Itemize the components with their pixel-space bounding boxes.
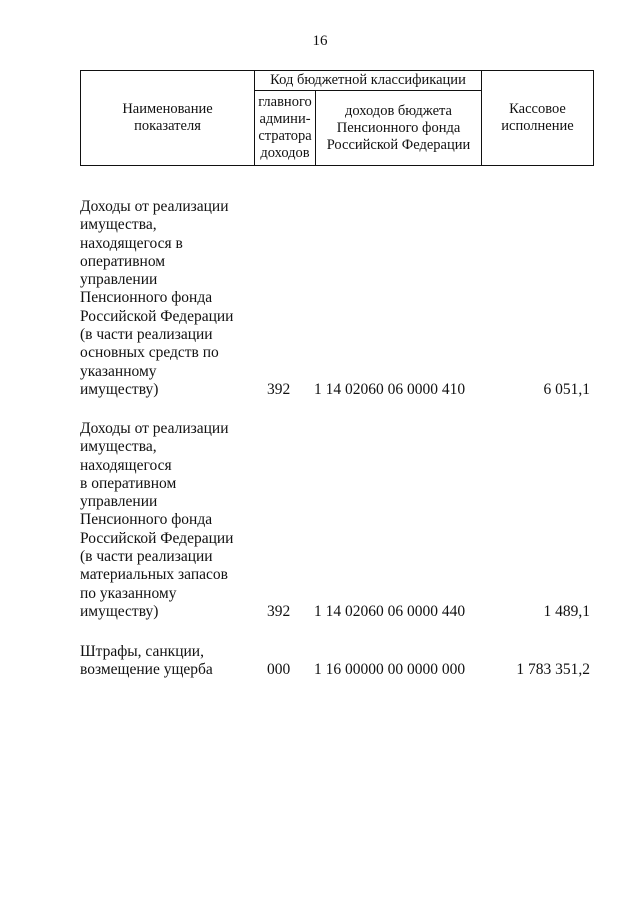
- row-income-code: 1 14 02060 06 0000 410: [314, 381, 466, 398]
- row-name-line: указанному: [80, 362, 157, 380]
- header-name-line: показателя: [134, 118, 201, 134]
- row-name-line: Пенсионного фонда: [80, 511, 213, 529]
- header-admin-column: [255, 91, 316, 166]
- header-income-line: Пенсионного фонда: [336, 119, 461, 136]
- row-name-line: основных средств по: [80, 344, 219, 362]
- header-kassa-line: исполнение: [501, 118, 574, 134]
- row-income-code: 1 14 02060 06 0000 440: [314, 603, 466, 620]
- header-admin-line: главного: [258, 94, 312, 110]
- row-name-line: Доходы от реализации: [80, 420, 229, 437]
- row-name-line: по указанному: [80, 584, 177, 602]
- header-kassa-line: Кассовое: [509, 101, 566, 117]
- row-name-line: Доходы от реализации: [80, 198, 229, 215]
- row-admin-code: 392: [267, 381, 291, 398]
- row-name-line: Российской Федерации: [80, 307, 234, 325]
- page-number: 16: [312, 33, 328, 49]
- row-name: [80, 420, 260, 621]
- header-income-column: [316, 91, 482, 166]
- header-admin-line: админи-: [259, 111, 311, 127]
- row-name-line: (в части реализации: [80, 548, 213, 566]
- row-name-line: имущества,: [80, 216, 157, 234]
- row-name-line: управлении: [80, 271, 158, 289]
- header-admin-line: доходов: [260, 145, 310, 161]
- header-kassa-column: [482, 71, 594, 166]
- row-admin-code: 000: [267, 661, 291, 678]
- row-name-line: возмещение ущерба: [80, 661, 213, 679]
- row-name-line: оперативном: [80, 252, 166, 270]
- row-name-line: Российской Федерации: [80, 529, 234, 547]
- row-name-line: находящегося: [80, 456, 172, 474]
- row-income-code: 1 16 00000 00 0000 000: [314, 661, 466, 678]
- row-name-line: в оперативном: [80, 474, 177, 492]
- table-header: [80, 70, 594, 166]
- header-admin-line: стратора: [258, 128, 312, 144]
- row-name-line: (в части реализации: [80, 326, 213, 344]
- row-name-line: управлении: [80, 493, 158, 511]
- row-name: [80, 643, 260, 680]
- row-name-line: Пенсионного фонда: [80, 289, 213, 307]
- header-name-column: [81, 71, 255, 166]
- row-value: 1 489,1: [543, 603, 590, 620]
- header-name-line: Наименование: [122, 101, 213, 117]
- row-name-line: материальных запасов: [80, 566, 228, 584]
- row-value: 1 783 351,2: [516, 661, 590, 678]
- row-name-line: имущества,: [80, 438, 157, 456]
- row-name: [80, 198, 260, 399]
- header-kbk-group: Код бюджетной классификации: [255, 71, 482, 91]
- row-name-line: находящегося в: [80, 234, 183, 252]
- row-name-line: имуществу): [80, 602, 159, 620]
- row-name-line: имуществу): [80, 380, 159, 398]
- row-name-line: Штрафы, санкции,: [80, 643, 204, 660]
- header-income-line: доходов бюджета: [345, 102, 452, 119]
- row-value: 6 051,1: [543, 381, 590, 398]
- row-admin-code: 392: [267, 603, 291, 620]
- header-income-line: Российской Федерации: [326, 136, 471, 153]
